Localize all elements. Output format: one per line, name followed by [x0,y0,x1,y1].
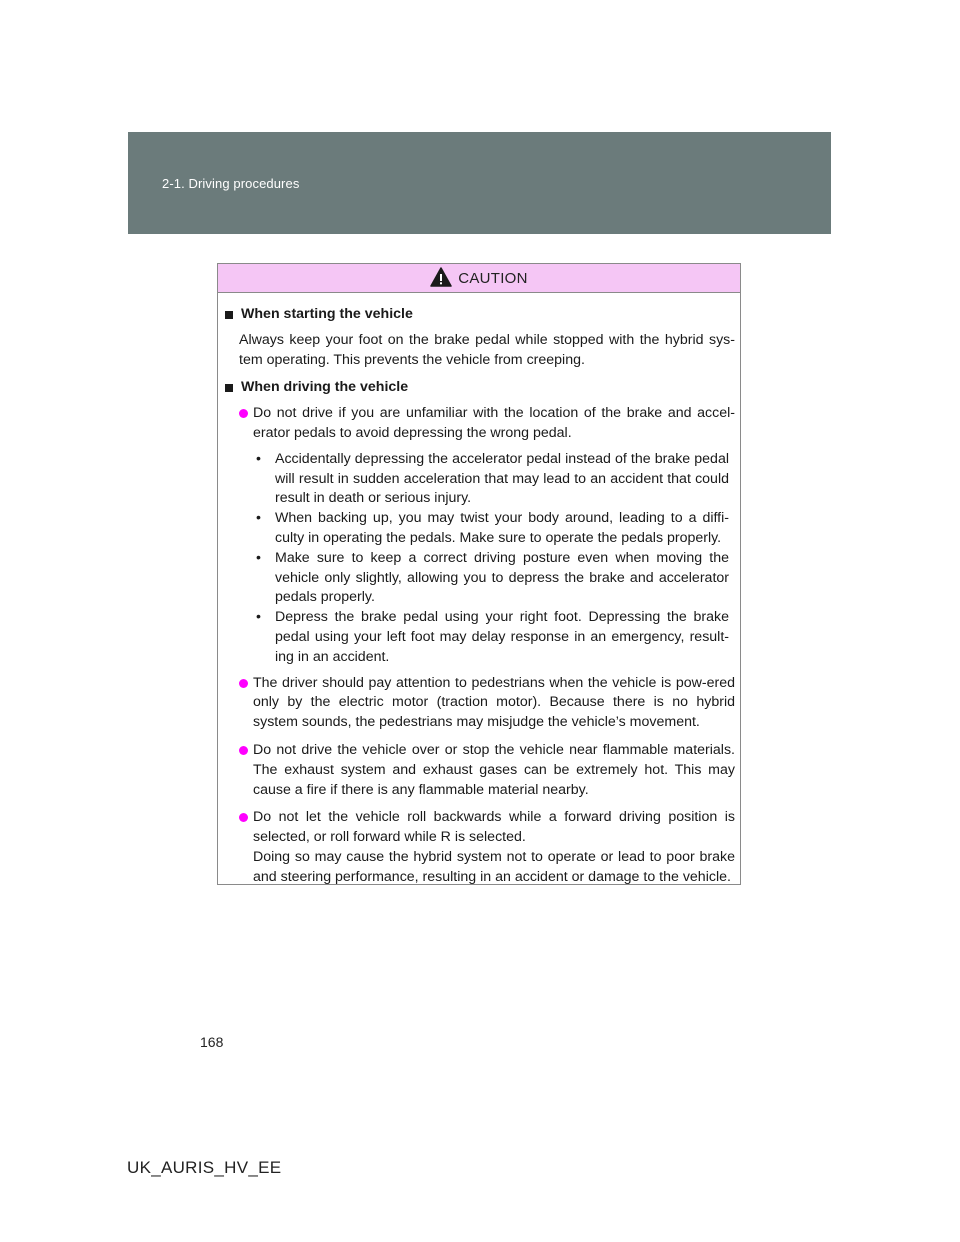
bullet-item: Do not drive if you are unfamiliar with the location of the brake and accel-erator pedals to avoid depressing the wrong pedal. [239,404,735,444]
sub-list-item: • Make sure to keep a correct driving posture even when moving the vehicle only slightly, allowing you to depress the brake and accelerator pedals properly. [256,549,729,606]
bullet-item: Do not drive the vehicle over or stop the vehicle near flammable materials. The exhaust system and exhaust gases can be extremely hot. This may cause a fire if there is any flammable material nearby. [239,741,735,800]
circle-bullet-icon [239,746,248,755]
page-number: 168 [200,1034,224,1050]
caution-box [217,263,741,885]
section-heading: When driving the vehicle [225,378,735,398]
square-bullet-icon [225,311,233,319]
sub-list-item: • Accidentally depressing the accelerator pedal instead of the brake pedal will result in sudden acceleration that may lead to an accident that could result in death or serious injury. [256,450,729,507]
bullet-item: Do not let the vehicle roll backwards while a forward driving position is selected, or roll forward while R is selected. Doing so may cause the hybrid system not to operate or lead to poor brake and steering performance, resulting in an accident or damage to the vehicle. [239,808,735,887]
header-band [128,132,831,234]
footer-code: UK_AURIS_HV_EE [127,1158,282,1177]
sub-list-item: • Depress the brake pedal using your right foot. Depressing the brake pedal using your left foot may delay response in an emergency, result-ing in an accident. [256,609,729,665]
circle-bullet-icon [239,813,248,822]
circle-bullet-icon [239,679,248,688]
square-bullet-icon [225,384,233,392]
section-heading: When starting the vehicle [225,305,735,325]
bullet-item: The driver should pay attention to pedestrians when the vehicle is pow-ered only by the electric motor (traction motor). Because there is no hybrid system sounds, the pedestrians may misjudge the vehicle’s movement. [239,674,735,733]
section-text: Always keep your foot on the brake pedal while stopped with the hybrid sys-tem operating. This prevents the vehicle from creeping. [239,331,735,368]
caution-body [218,293,740,888]
sub-list [256,450,729,668]
warning-triangle-icon [430,267,452,287]
caution-header [218,264,740,293]
circle-bullet-icon [239,409,248,418]
sub-list-item: • When backing up, you may twist your body around, leading to a diffi-culty in operating the pedals. Make sure to operate the pedals properly. [256,510,729,546]
section-title: 2-1. Driving procedures [162,176,300,191]
caution-label: CAUTION [458,269,528,287]
